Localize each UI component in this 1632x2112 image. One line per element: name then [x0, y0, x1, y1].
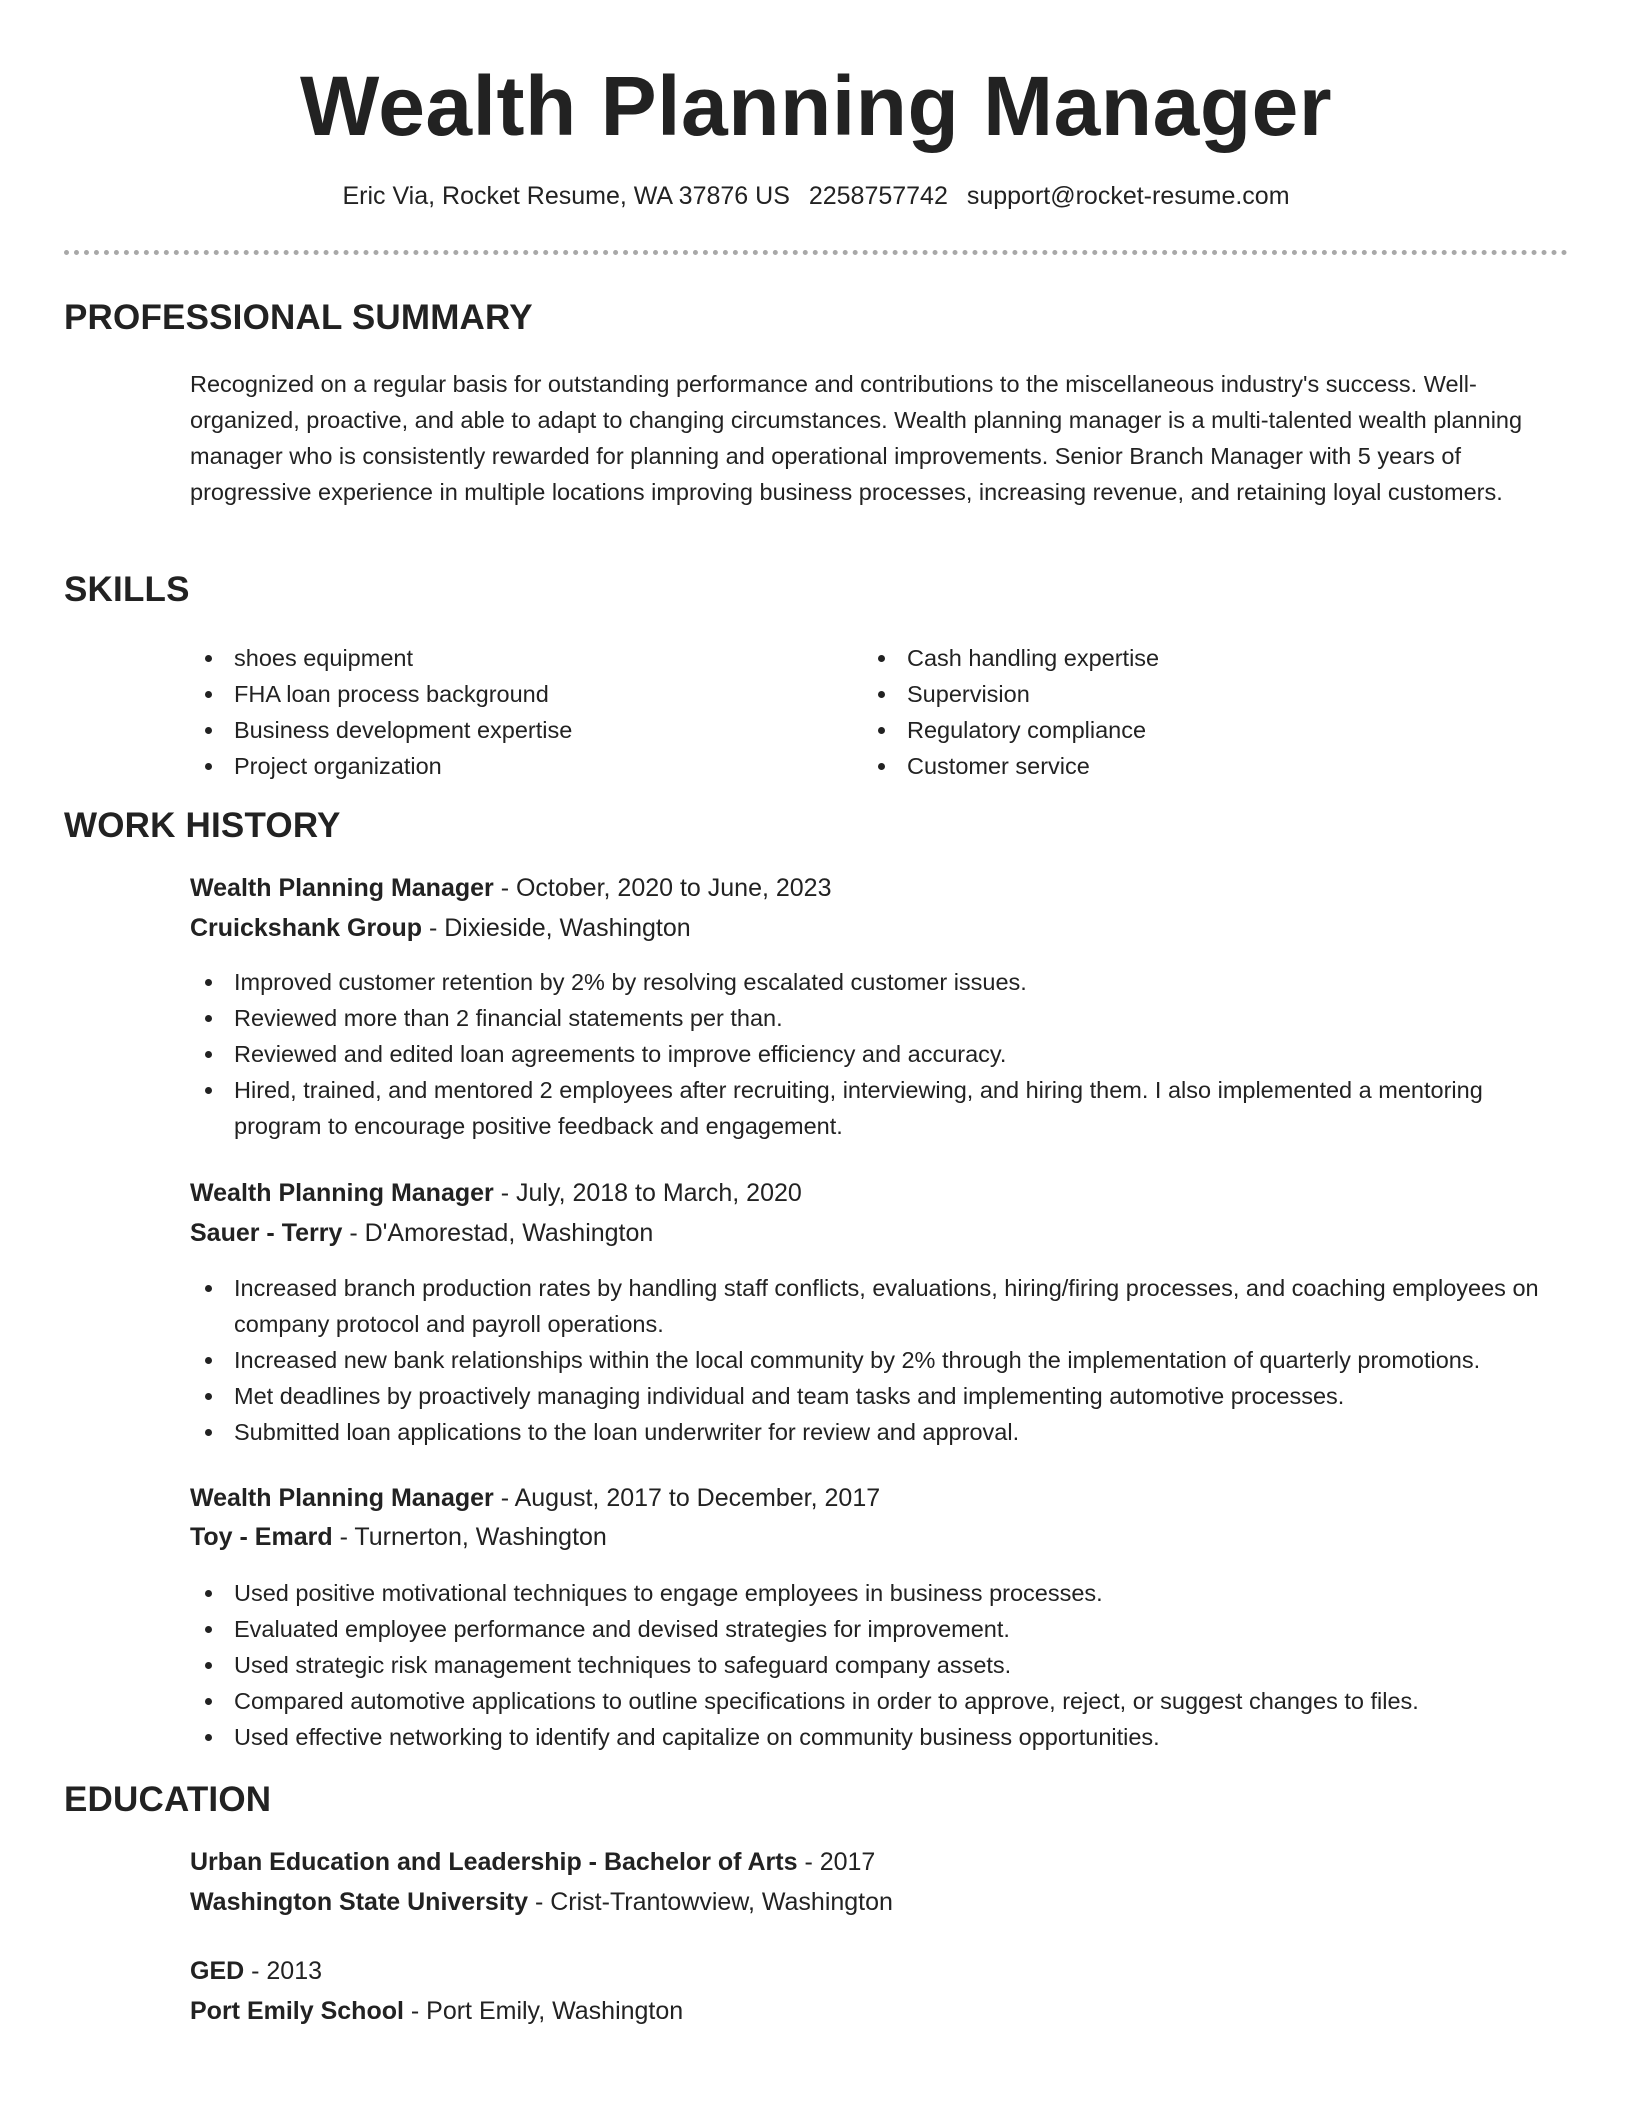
job-bullet: Reviewed more than 2 financial statements per than. [190, 1000, 1570, 1036]
job-bullet: Evaluated employee performance and devised strategies for improvement. [190, 1611, 1570, 1647]
education-school-line: Port Emily School - Port Emily, Washington [190, 1997, 684, 2025]
job-location: D'Amorestad, Washington [364, 1219, 654, 1247]
skills-heading: SKILLS [64, 570, 190, 609]
job-company: Cruickshank Group [190, 914, 422, 942]
job-company: Sauer - Terry [190, 1219, 343, 1247]
skill-item: Regulatory compliance [863, 712, 1563, 748]
skill-item: Business development expertise [190, 712, 850, 748]
skills-list-left [190, 640, 850, 784]
job-title: Wealth Planning Manager [190, 1484, 494, 1512]
job-bullet: Used effective networking to identify and capitalize on community business opportunities. [190, 1719, 1570, 1755]
summary-heading: PROFESSIONAL SUMMARY [64, 298, 533, 337]
header-divider [64, 250, 1568, 255]
skill-item: Customer service [863, 748, 1563, 784]
skill-item: shoes equipment [190, 640, 850, 676]
job-header: Wealth Planning Manager - August, 2017 to December, 2017 [190, 1484, 881, 1512]
education-degree-line: GED - 2013 [190, 1957, 323, 1985]
contact-address: Eric Via, Rocket Resume, WA 37876 US [342, 182, 790, 210]
job-dates: July, 2018 to March, 2020 [515, 1179, 802, 1207]
job-bullet: Used strategic risk management techniques to safeguard company assets. [190, 1647, 1570, 1683]
education-location: Port Emily, Washington [426, 1997, 684, 2025]
job-title: Wealth Planning Manager [190, 874, 494, 902]
education-degree: GED [190, 1957, 245, 1985]
job-bullet: Met deadlines by proactively managing individual and team tasks and implementing automotive processes. [190, 1378, 1570, 1414]
job-bullets [190, 964, 1570, 1144]
education-degree-line: Urban Education and Leadership - Bachelor of Arts - 2017 [190, 1848, 876, 1876]
job-header: Wealth Planning Manager - July, 2018 to March, 2020 [190, 1179, 802, 1207]
job-company: Toy - Emard [190, 1523, 333, 1551]
skill-item: Supervision [863, 676, 1563, 712]
job-bullet: Improved customer retention by 2% by resolving escalated customer issues. [190, 964, 1570, 1000]
education-year: 2013 [266, 1957, 323, 1985]
job-bullet: Submitted loan applications to the loan underwriter for review and approval. [190, 1414, 1570, 1450]
job-company-line: Toy - Emard - Turnerton, Washington [190, 1523, 607, 1551]
skill-item: Project organization [190, 748, 850, 784]
education-heading: EDUCATION [64, 1780, 272, 1819]
education-degree: Urban Education and Leadership - Bachelor of Arts [190, 1848, 798, 1876]
job-bullets [190, 1270, 1570, 1450]
work-heading: WORK HISTORY [64, 806, 341, 845]
education-location: Crist-Trantowview, Washington [550, 1888, 893, 1916]
education-school-line: Washington State University - Crist-Trantowview, Washington [190, 1888, 893, 1916]
education-school: Port Emily School [190, 1997, 404, 2025]
resume-title: Wealth Planning Manager [299, 59, 1333, 153]
job-bullet: Compared automotive applications to outline specifications in order to approve, reject, or suggest changes to files. [190, 1683, 1570, 1719]
job-bullet: Increased new bank relationships within the local community by 2% through the implementation of quarterly promotions. [190, 1342, 1570, 1378]
job-company-line: Sauer - Terry - D'Amorestad, Washington [190, 1219, 654, 1247]
job-bullet: Reviewed and edited loan agreements to improve efficiency and accuracy. [190, 1036, 1570, 1072]
contact-email: support@rocket-resume.com [966, 182, 1290, 210]
education-school: Washington State University [190, 1888, 529, 1916]
job-bullet: Increased branch production rates by handling staff conflicts, evaluations, hiring/firing processes, and coaching employees on company protocol and payroll operations. [190, 1270, 1570, 1342]
job-bullet: Used positive motivational techniques to engage employees in business processes. [190, 1575, 1570, 1611]
job-dates: August, 2017 to December, 2017 [514, 1484, 881, 1512]
job-dates: October, 2020 to June, 2023 [515, 874, 832, 902]
education-year: 2017 [819, 1848, 876, 1876]
skills-list-right [863, 640, 1563, 784]
contact-line [0, 182, 1632, 211]
contact-phone: 2258757742 [808, 182, 948, 210]
job-location: Turnerton, Washington [354, 1523, 607, 1551]
skill-item: Cash handling expertise [863, 640, 1563, 676]
skill-item: FHA loan process background [190, 676, 850, 712]
job-title: Wealth Planning Manager [190, 1179, 494, 1207]
summary-text: Recognized on a regular basis for outstanding performance and contributions to the miscellaneous industry's success. Well-organized, proactive, and able to adapt to changing circumstances. Wealth planning manager is a multi-talented wealth planning manager who is consistently rewarded for planning and operational improvements. Senior Branch Manager with 5 years of progressive experience in multiple locations improving business processes, increasing revenue, and retaining loyal customers. [190, 371, 1523, 505]
job-bullet: Hired, trained, and mentored 2 employees after recruiting, interviewing, and hiring them. I also implemented a mentoring program to encourage positive feedback and engagement. [190, 1072, 1570, 1144]
job-header: Wealth Planning Manager - October, 2020 to June, 2023 [190, 874, 832, 902]
job-bullets [190, 1575, 1570, 1755]
job-location: Dixieside, Washington [444, 914, 691, 942]
job-company-line: Cruickshank Group - Dixieside, Washington [190, 914, 691, 942]
